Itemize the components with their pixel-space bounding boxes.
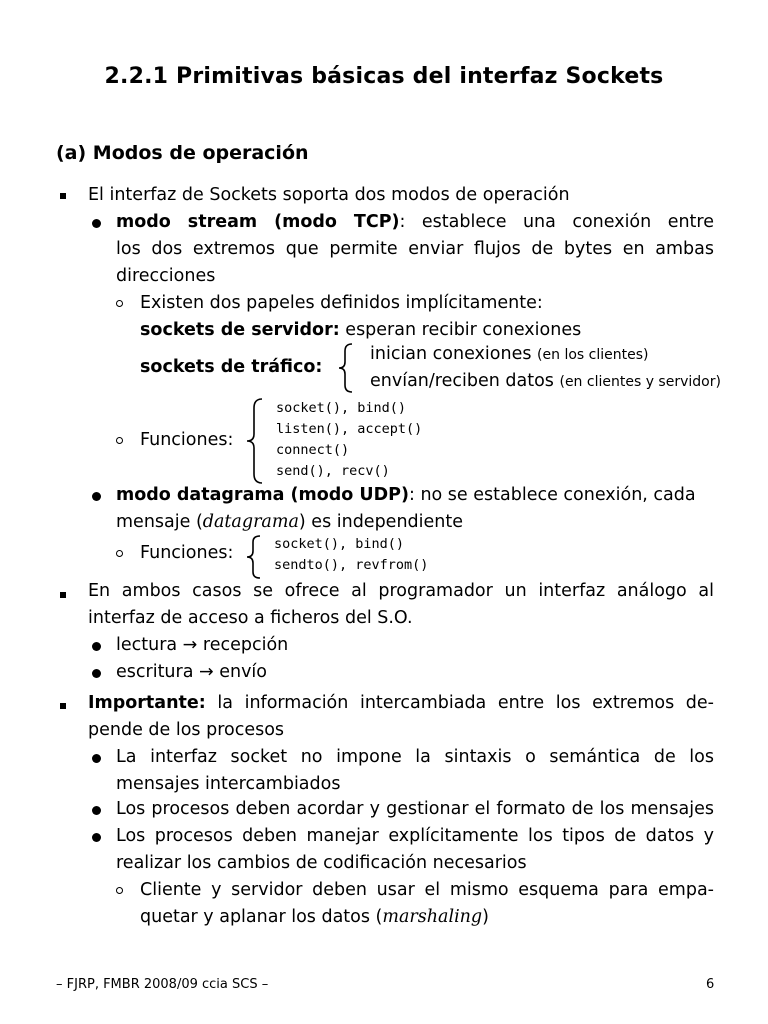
page-title: 2.2.1 Primitivas básicas del interfaz Sockets <box>104 64 664 89</box>
func-stream-1: socket(), bind() <box>276 400 407 416</box>
datagrama-head: modo datagrama (modo UDP) <box>116 485 409 505</box>
datagrama-italic: datagrama <box>202 512 299 532</box>
ambos-casos-2: interfaz de acceso a ficheros del S.O. <box>88 608 413 628</box>
func-dgram-2: sendto(), revfrom() <box>274 557 429 573</box>
papeles-text: Existen dos papeles definidos implícitamente: <box>140 293 543 313</box>
left-brace-icon <box>338 343 354 393</box>
section-heading: (a) Modos de operación <box>56 142 309 164</box>
funciones-label: Funciones: <box>140 430 234 450</box>
page-number: 6 <box>706 977 715 992</box>
trafico-label: sockets de tráfico: <box>140 357 323 377</box>
servidor-text: esperan recibir conexiones <box>345 320 582 340</box>
importante-head: Importante: <box>88 693 206 713</box>
datagrama-line-1 <box>116 482 696 509</box>
marshaling-italic: marshaling <box>382 907 483 927</box>
lectura-item: lectura → recepción <box>116 635 289 655</box>
trafico-note-2: (en clientes y servidor) <box>559 374 721 390</box>
interfaz-item-1: La interfaz socket no impone la sintaxis o semántica de los <box>116 747 714 767</box>
dot-bullet-icon <box>92 806 101 815</box>
left-brace-icon <box>246 398 264 484</box>
dot-bullet-icon <box>92 642 101 651</box>
dot-bullet-icon <box>92 833 101 842</box>
left-brace-icon <box>246 535 262 579</box>
stream-desc-1: : establece una conexión entre <box>399 212 714 232</box>
dot-bullet-icon <box>92 754 101 763</box>
stream-line-1 <box>116 209 714 236</box>
stream-desc-3: direcciones <box>116 266 216 286</box>
ambos-casos-1: En ambos casos se ofrece al programador un interfaz análogo al <box>88 581 714 601</box>
procesos-tipos-1: Los procesos deben manejar explícitamente los tipos de datos y <box>116 826 714 846</box>
square-bullet-icon <box>60 592 66 598</box>
marshaling-line-2: quetar y aplanar los datos (marshaling) <box>140 907 489 927</box>
servidor-label: sockets de servidor: <box>140 320 340 340</box>
footer-credits: – FJRP, FMBR 2008/09 ccia SCS – <box>56 977 269 992</box>
circle-bullet-icon <box>116 300 123 307</box>
procesos-formato: Los procesos deben acordar y gestionar el formato de los mensajes <box>116 799 714 819</box>
dot-bullet-icon <box>92 219 101 228</box>
func-stream-4: send(), recv() <box>276 463 390 479</box>
stream-desc-2: los dos extremos que permite enviar flujos de bytes en ambas <box>116 239 714 259</box>
func-stream-2: listen(), accept() <box>276 421 423 437</box>
stream-head: modo stream (modo TCP) <box>116 212 400 232</box>
importante-line-1: Importante: la información intercambiada entre los extremos de- <box>88 693 714 713</box>
circle-bullet-icon <box>116 887 123 894</box>
datagrama-line-2: mensaje (datagrama) es independiente <box>116 512 463 532</box>
trafico-note-1: (en los clientes) <box>537 347 649 363</box>
interfaz-item-2: mensajes intercambiados <box>116 774 341 794</box>
func-dgram-1: socket(), bind() <box>274 536 405 552</box>
importante-line-2: pende de los procesos <box>88 720 285 740</box>
servidor-line <box>140 317 581 344</box>
circle-bullet-icon <box>116 437 123 444</box>
trafico-item-1: inician conexiones (en los clientes) <box>370 344 649 364</box>
circle-bullet-icon <box>116 550 123 557</box>
datagrama-desc-1: : no se establece conexión, cada <box>408 485 696 505</box>
square-bullet-icon <box>60 193 66 199</box>
marshaling-line-1: Cliente y servidor deben usar el mismo esquema para empa- <box>140 880 714 900</box>
dot-bullet-icon <box>92 492 101 501</box>
trafico-item-2: envían/reciben datos (en clientes y servidor) <box>370 371 721 391</box>
bullet-sockets-modes: El interfaz de Sockets soporta dos modos de operación <box>88 185 570 205</box>
funciones-label-2: Funciones: <box>140 543 234 563</box>
procesos-tipos-2: realizar los cambios de codificación necesarios <box>116 853 527 873</box>
dot-bullet-icon <box>92 669 101 678</box>
square-bullet-icon <box>60 703 66 709</box>
escritura-item: escritura → envío <box>116 662 268 682</box>
func-stream-3: connect() <box>276 442 350 458</box>
